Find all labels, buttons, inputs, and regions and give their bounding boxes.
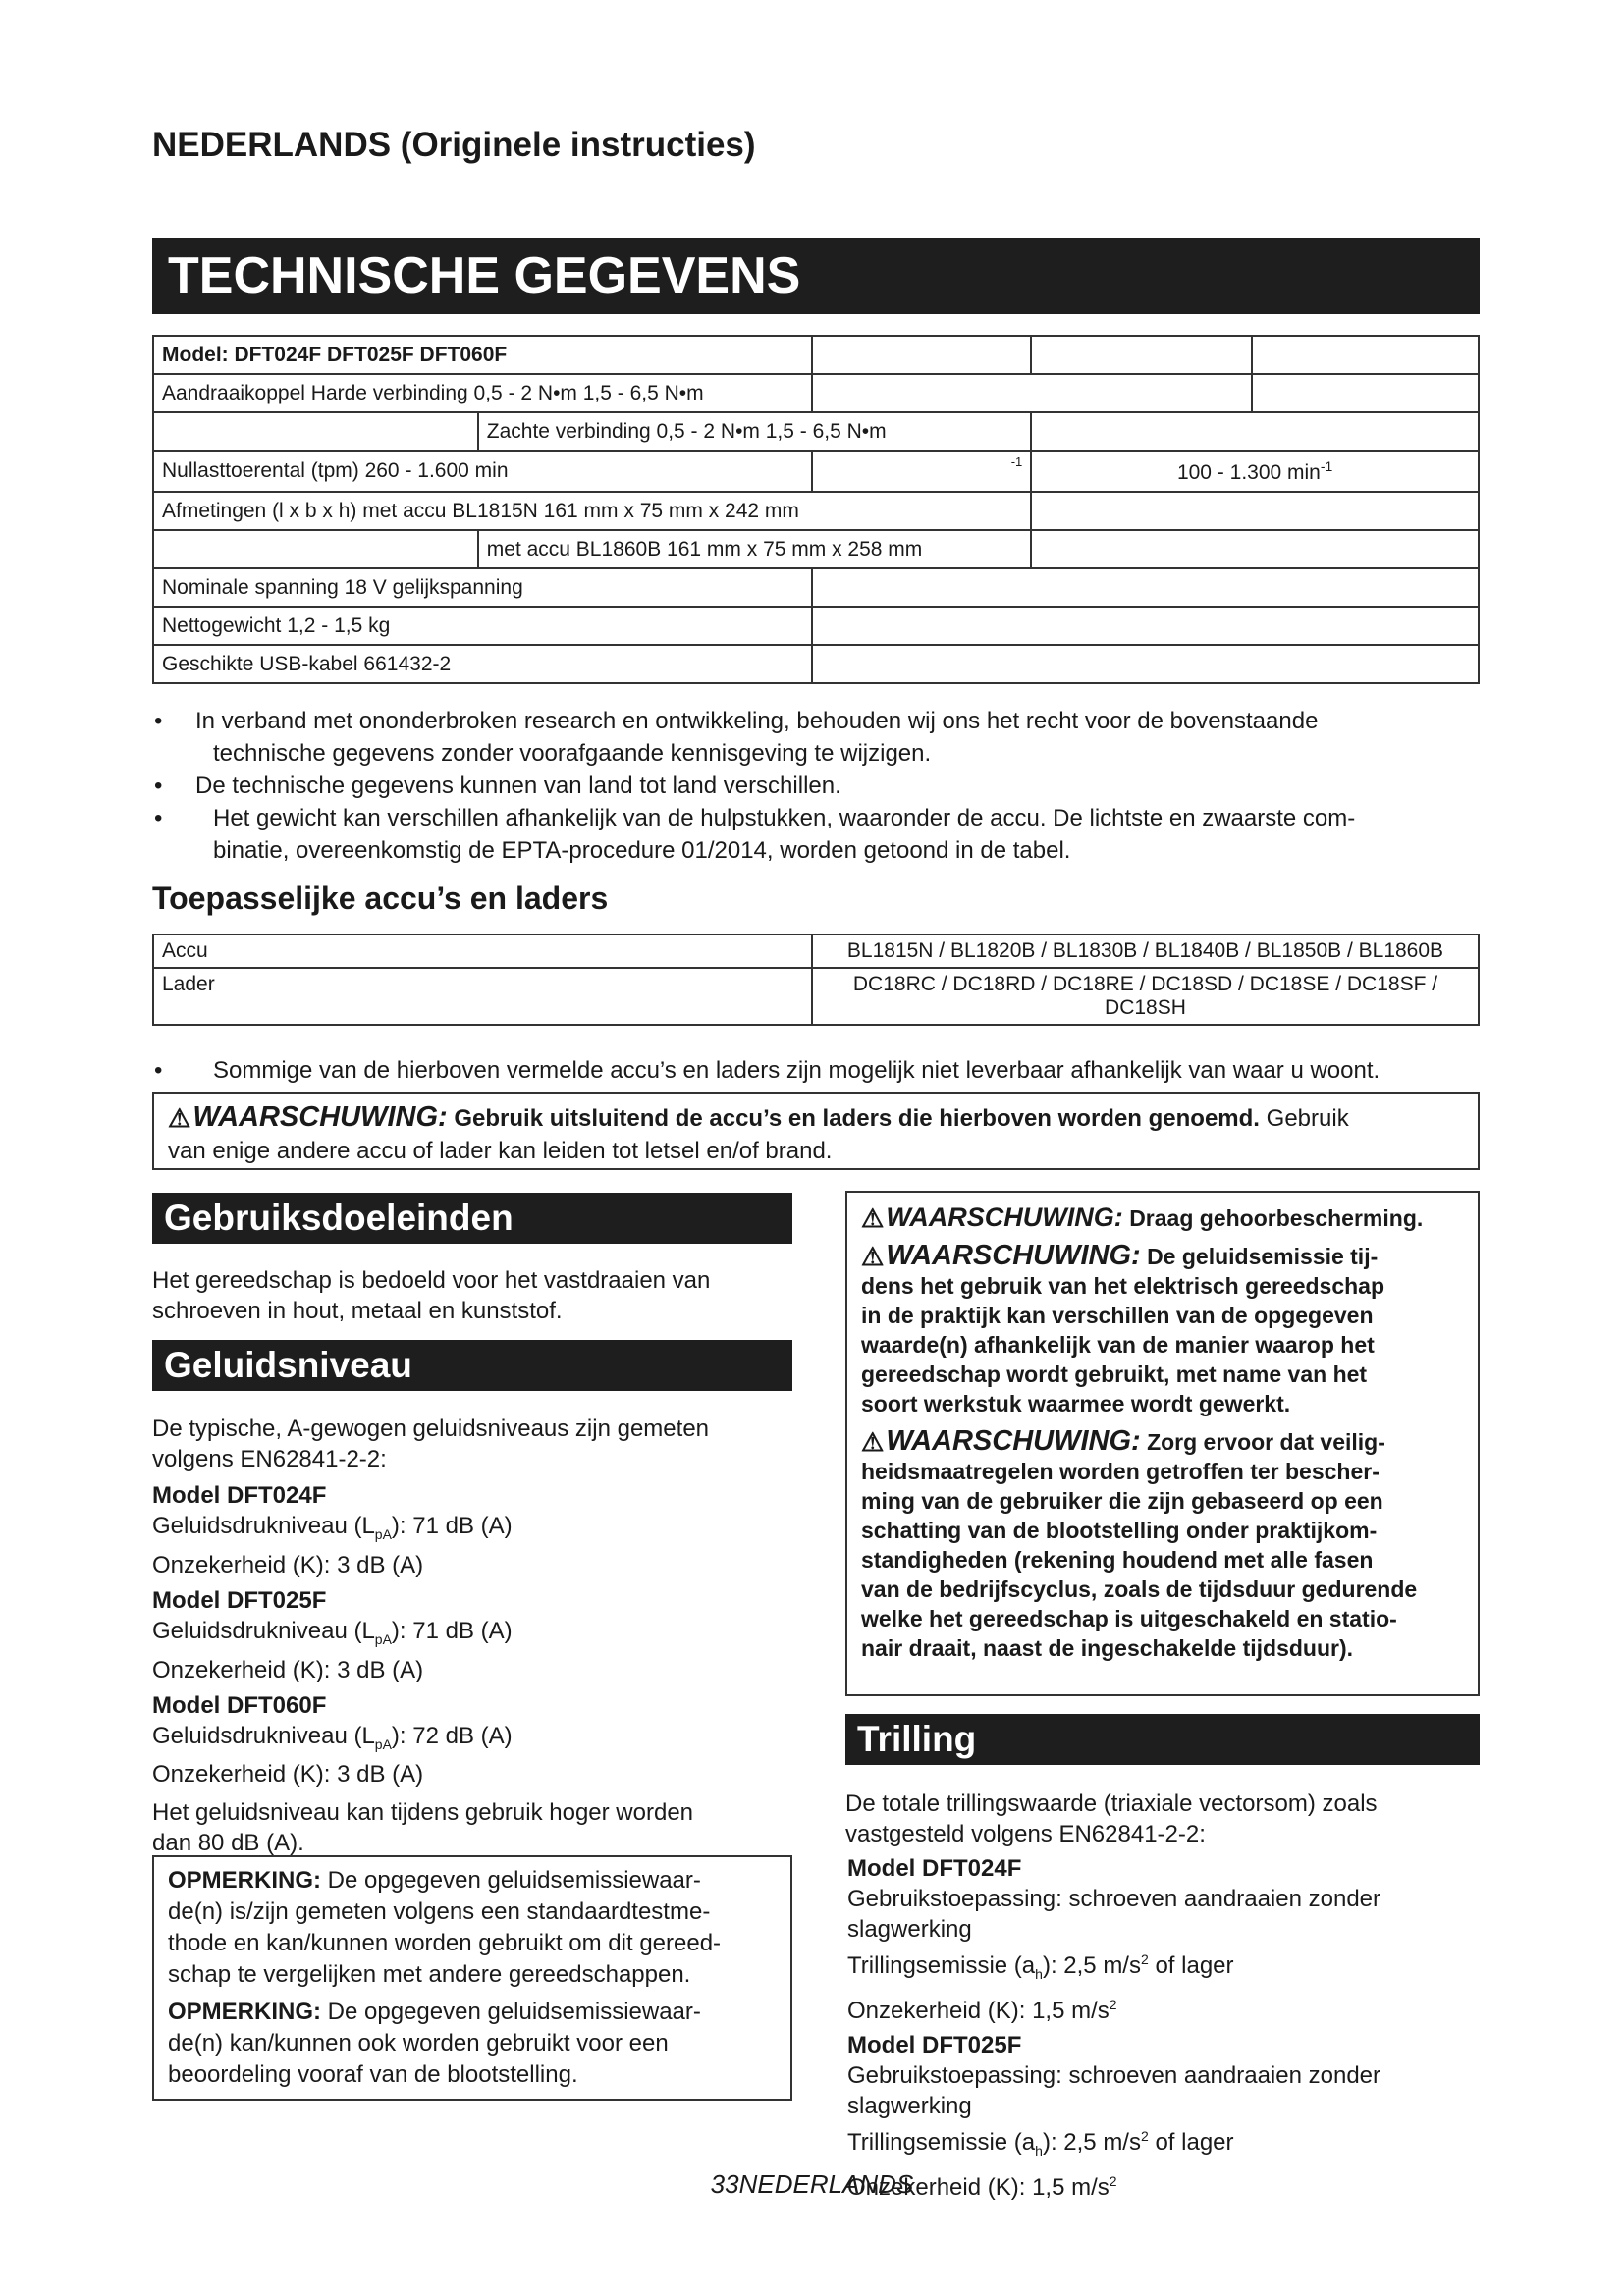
table-cell bbox=[153, 412, 478, 451]
emission-value: ): 2,5 m/s bbox=[1042, 1952, 1141, 1979]
text-line: Gebruikstoepassing: schroeven aandraaien zonder bbox=[847, 1886, 1381, 1912]
batteries-heading: Toepasselijke accu’s en laders bbox=[152, 881, 609, 916]
warning-word: WAARSCHUWING: bbox=[886, 1202, 1123, 1232]
warning-text: nair draait, naast de ingeschakelde tijdsduur). bbox=[861, 1635, 1354, 1661]
text-line: slagwerking bbox=[847, 2092, 972, 2119]
text-line: De totale trillingswaarde (triaxiale vectorsom) zoals bbox=[845, 1790, 1378, 1817]
warning-text: standigheden (rekening houdend met alle fasen bbox=[861, 1547, 1374, 1573]
warning-text: in de praktijk kan verschillen van de opgegeven bbox=[861, 1303, 1374, 1328]
spec-dimensions-1: Afmetingen (l x b x h) met accu BL1815N 161 mm x 75 mm x 242 mm bbox=[153, 492, 1031, 530]
speed-unit-sup: -1 bbox=[1320, 457, 1333, 474]
page-footer: 33NEDERLANDS bbox=[710, 2169, 914, 2199]
model-name: Model DFT025F bbox=[847, 2031, 1022, 2058]
spec-noload-speed: Nullasttoerental (tpm) 260 - 1.600 min bbox=[153, 451, 812, 492]
emission-value: ): 2,5 m/s bbox=[1042, 2128, 1141, 2156]
model-name: Model DFT025F bbox=[152, 1586, 327, 1614]
hearing-warning-box bbox=[845, 1191, 1480, 1696]
note-text: De opgegeven geluidsemissiewaar- bbox=[327, 1867, 701, 1894]
emission-line bbox=[847, 1945, 1480, 1990]
emission-suffix: of lager bbox=[1148, 2128, 1234, 2156]
lader-value-line: DC18SH bbox=[1105, 996, 1186, 1019]
text-line: Gebruikstoepassing: schroeven aandraaien zonder bbox=[847, 2061, 1381, 2089]
warning-2 bbox=[861, 1241, 1464, 1418]
note-text: Het gewicht kan verschillen afhankelijk van de hulpstukken, waaronder de accu. De lichtste en zwaarste com- bbox=[213, 805, 1356, 831]
lader-value-line: DC18RC / DC18RD / DC18RE / DC18SD / DC18SE / DC18SF / bbox=[852, 973, 1438, 995]
note-text: In verband met ononderbroken research en ontwikkeling, behouden wij ons het recht voor de bovenstaande bbox=[195, 708, 1319, 734]
warning-text: De geluidsemissie tij- bbox=[1147, 1244, 1379, 1269]
table-row bbox=[153, 568, 1479, 607]
uncertainty-text: Onzekerheid (K): 1,5 m/s bbox=[847, 1997, 1110, 2024]
note-bullet-cont bbox=[154, 737, 1480, 770]
pressure-label: Geluidsdrukniveau (L bbox=[152, 1722, 375, 1749]
table-cell bbox=[1031, 412, 1479, 451]
note-text: Sommige van de hierboven vermelde accu’s en laders zijn mogelijk niet leverbaar afhankelijk van waar u woont. bbox=[213, 1057, 1380, 1084]
spec-notes bbox=[154, 705, 1480, 867]
note-text: beoordeling vooraf van de blootstelling. bbox=[168, 2061, 578, 2088]
note-text: de(n) is/zijn gemeten volgens een standaardtestme- bbox=[168, 1898, 711, 1925]
warning-text: welke het gereedschap is uitgeschakeld en statio- bbox=[861, 1606, 1397, 1631]
model-name: Model DFT024F bbox=[847, 1855, 1022, 1882]
noise-heading: Geluidsniveau bbox=[152, 1340, 792, 1391]
warning-triangle-icon: ⚠ bbox=[168, 1103, 191, 1133]
uncertainty-sup: 2 bbox=[1109, 1996, 1117, 2012]
vibration-heading: Trilling bbox=[845, 1714, 1480, 1765]
emission-label: Trillingsemissie (a bbox=[847, 2128, 1036, 2156]
emission-line bbox=[847, 2121, 1480, 2166]
pressure-value: ): 71 dB (A) bbox=[391, 1617, 513, 1644]
pressure-label: Geluidsdrukniveau (L bbox=[152, 1513, 375, 1539]
main-heading: TECHNISCHE GEGEVENS bbox=[152, 238, 1480, 314]
uncertainty-line: Onzekerheid (K): 3 dB (A) bbox=[152, 1551, 424, 1578]
bullet-dot: • bbox=[154, 708, 163, 734]
spec-table bbox=[152, 335, 1480, 684]
warning-text: Draag gehoorbescherming. bbox=[1129, 1205, 1424, 1231]
warning-text: dens het gebruik van het elektrisch gereedschap bbox=[861, 1273, 1385, 1299]
warning-word: WAARSCHUWING: bbox=[886, 1425, 1141, 1457]
spec-noload-sup: -1 bbox=[812, 451, 1032, 492]
warning-text: Zorg ervoor dat veilig- bbox=[1147, 1429, 1385, 1455]
noise-section bbox=[152, 1414, 792, 1858]
pressure-sub: pA bbox=[374, 1630, 392, 1647]
note-bullet bbox=[154, 770, 1480, 802]
lader-value bbox=[812, 968, 1479, 1025]
table-row bbox=[153, 934, 1479, 968]
text-line: dan 80 dB (A). bbox=[152, 1830, 304, 1857]
text-line: Het gereedschap is bedoeld voor het vastdraaien van bbox=[152, 1267, 711, 1294]
vibration-section bbox=[845, 1789, 1480, 2203]
pressure-value: ): 72 dB (A) bbox=[391, 1722, 513, 1749]
note-box bbox=[152, 1855, 792, 2101]
speed-value: 100 - 1.300 min bbox=[1176, 460, 1321, 484]
uncertainty-text: Onzekerheid (K): 1,5 m/s bbox=[847, 2173, 1110, 2201]
bullet-dot: • bbox=[154, 773, 163, 799]
availability-note bbox=[154, 1054, 1480, 1087]
table-row bbox=[153, 645, 1479, 683]
language-title: NEDERLANDS (Originele instructies) bbox=[152, 126, 756, 164]
text-line: schroeven in hout, metaal en kunststof. bbox=[152, 1298, 563, 1324]
note-label: OPMERKING: bbox=[168, 1999, 321, 2025]
spec-weight: Nettogewicht 1,2 - 1,5 kg bbox=[153, 607, 812, 645]
text-line: De typische, A-gewogen geluidsniveaus zijn gemeten bbox=[152, 1415, 710, 1442]
pressure-sub: pA bbox=[374, 1735, 392, 1752]
note-text: schap te vergelijken met andere gereedschappen. bbox=[168, 1961, 691, 1988]
spec-torque-soft: Zachte verbinding 0,5 - 2 N•m 1,5 - 6,5 N•m bbox=[478, 412, 1032, 451]
table-cell bbox=[153, 530, 478, 568]
note-label: OPMERKING: bbox=[168, 1867, 321, 1894]
note-text: thode en kan/kunnen worden gebruikt om dit gereed- bbox=[168, 1930, 722, 1956]
warning-word: WAARSCHUWING: bbox=[886, 1240, 1141, 1271]
spec-usb-cable: Geschikte USB-kabel 661432-2 bbox=[153, 645, 812, 683]
warning-1 bbox=[861, 1202, 1464, 1233]
pressure-line bbox=[152, 1616, 792, 1655]
warning-word: WAARSCHUWING: bbox=[192, 1101, 448, 1133]
bullet-dot: • bbox=[154, 805, 163, 831]
note-text: technische gegevens zonder voorafgaande kennisgeving te wijzigen. bbox=[213, 740, 932, 767]
spec-voltage: Nominale spanning 18 V gelijkspanning bbox=[153, 568, 812, 607]
model-name: Model DFT060F bbox=[152, 1691, 327, 1719]
note-bullet-cont bbox=[154, 834, 1480, 867]
warning-text: heidsmaatregelen worden getroffen ter bescher- bbox=[861, 1459, 1380, 1484]
warning-triangle-icon: ⚠ bbox=[861, 1203, 885, 1233]
table-row bbox=[153, 492, 1479, 530]
warning-text: van de bedrijfscyclus, zoals de tijdsduur gedurende bbox=[861, 1576, 1418, 1602]
emission-sub: h bbox=[1035, 2142, 1043, 2159]
table-cell bbox=[1031, 492, 1479, 530]
warning-text: Gebruik bbox=[1266, 1105, 1349, 1132]
pressure-value: ): 71 dB (A) bbox=[391, 1513, 513, 1539]
table-cell bbox=[812, 336, 1032, 374]
lader-label: Lader bbox=[153, 968, 812, 1025]
warning-text: soort werkstuk waarmee wordt gewerkt. bbox=[861, 1391, 1291, 1416]
warning-text: gereedschap wordt gebruikt, met name van het bbox=[861, 1362, 1368, 1387]
table-row bbox=[153, 451, 1479, 492]
note-bullet bbox=[154, 1054, 1480, 1087]
table-row bbox=[153, 412, 1479, 451]
noise-model bbox=[152, 1690, 792, 1790]
note-bullet bbox=[154, 802, 1480, 834]
table-cell bbox=[1252, 374, 1479, 412]
table-cell bbox=[812, 568, 1479, 607]
bullet-dot: • bbox=[154, 1057, 163, 1084]
pressure-line bbox=[152, 1511, 792, 1550]
vibration-model bbox=[845, 1853, 1480, 2026]
text-line: volgens EN62841-2-2: bbox=[152, 1446, 387, 1472]
text-line: slagwerking bbox=[847, 1916, 972, 1943]
table-row bbox=[153, 530, 1479, 568]
warning-triangle-icon: ⚠ bbox=[861, 1427, 885, 1457]
note-text: De technische gegevens kunnen van land tot land verschillen. bbox=[195, 773, 841, 799]
pressure-sub: pA bbox=[374, 1525, 392, 1542]
warning-text: ming van de gebruiker die zijn gebaseerd op een bbox=[861, 1488, 1383, 1514]
note-text: de(n) kan/kunnen ook worden gebruikt voor een bbox=[168, 2030, 669, 2056]
emission-sup: 2 bbox=[1140, 1951, 1149, 1967]
text-line: vastgesteld volgens EN62841-2-2: bbox=[845, 1821, 1206, 1847]
spec-dimensions-2: met accu BL1860B 161 mm x 75 mm x 258 mm bbox=[478, 530, 1032, 568]
noise-model bbox=[152, 1480, 792, 1580]
warning-text: waarde(n) afhankelijk van de manier waarop het bbox=[861, 1332, 1375, 1358]
noise-model bbox=[152, 1585, 792, 1685]
text-line: Het geluidsniveau kan tijdens gebruik hoger worden bbox=[152, 1799, 694, 1827]
note-bullet bbox=[154, 705, 1480, 737]
accu-value: BL1815N / BL1820B / BL1830B / BL1840B / BL1850B / BL1860B bbox=[812, 934, 1479, 968]
pressure-label: Geluidsdrukniveau (L bbox=[152, 1617, 375, 1644]
note-text: binatie, overeenkomstig de EPTA-procedure 01/2014, worden getoond in de tabel. bbox=[213, 837, 1071, 864]
table-cell bbox=[812, 645, 1479, 683]
spec-model-cell: Model: DFT024F DFT025F DFT060F bbox=[153, 336, 812, 374]
warning-triangle-icon: ⚠ bbox=[861, 1242, 885, 1271]
table-row bbox=[153, 374, 1479, 412]
emission-sub: h bbox=[1035, 1965, 1043, 1982]
table-cell bbox=[812, 374, 1252, 412]
warning-bold-text: Gebruik uitsluitend de accu’s en laders die hierboven worden genoemd. bbox=[454, 1105, 1260, 1132]
table-cell bbox=[1031, 336, 1251, 374]
emission-suffix: of lager bbox=[1148, 1952, 1234, 1979]
battery-warning bbox=[152, 1092, 1480, 1170]
table-row bbox=[153, 336, 1479, 374]
note-text: De opgegeven geluidsemissiewaar- bbox=[327, 1999, 701, 2025]
table-row bbox=[153, 607, 1479, 645]
warning-3 bbox=[861, 1426, 1464, 1663]
emission-sup: 2 bbox=[1140, 2127, 1149, 2144]
table-cell bbox=[1252, 336, 1479, 374]
model-name: Model DFT024F bbox=[152, 1482, 327, 1509]
warning-text: schatting van de blootstelling onder praktijkom- bbox=[861, 1518, 1378, 1543]
purpose-text bbox=[152, 1265, 792, 1326]
uncertainty-line: Onzekerheid (K): 3 dB (A) bbox=[152, 1761, 424, 1789]
table-cell bbox=[1031, 530, 1479, 568]
table-row bbox=[153, 968, 1479, 1025]
uncertainty-sup: 2 bbox=[1109, 2172, 1117, 2189]
table-cell bbox=[812, 607, 1479, 645]
warning-text: van enige andere accu of lader kan leiden tot letsel en/of brand. bbox=[168, 1138, 833, 1164]
emission-label: Trillingsemissie (a bbox=[847, 1952, 1036, 1979]
spec-noload-speed-2 bbox=[1031, 451, 1479, 492]
accu-label: Accu bbox=[153, 934, 812, 968]
uncertainty-line: Onzekerheid (K): 3 dB (A) bbox=[152, 1656, 424, 1683]
pressure-line bbox=[152, 1721, 792, 1760]
purpose-heading: Gebruiksdoeleinden bbox=[152, 1193, 792, 1244]
batteries-table bbox=[152, 934, 1480, 1026]
uncertainty-line bbox=[847, 1990, 1480, 2026]
spec-torque-hard: Aandraaikoppel Harde verbinding 0,5 - 2 N•m 1,5 - 6,5 N•m bbox=[153, 374, 812, 412]
